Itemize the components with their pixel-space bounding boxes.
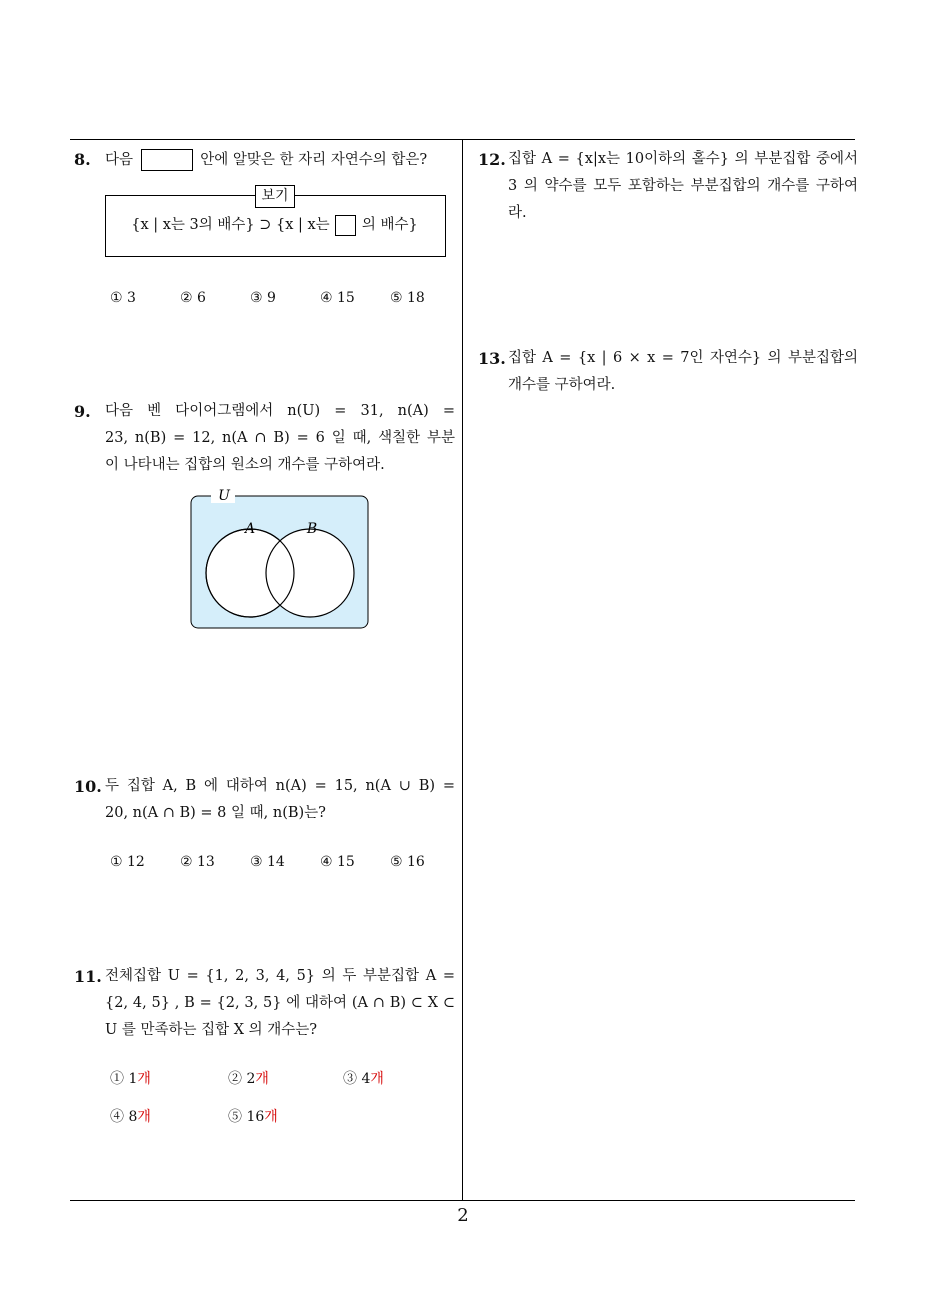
venn-diagram	[190, 485, 370, 631]
question-number: 8.	[74, 150, 91, 169]
q12-line-2: 3 의 약수를 모두 포함하는 부분집합의 개수를 구하여	[508, 178, 858, 194]
choice-4: ④ 15	[320, 854, 355, 870]
bogi-content	[105, 213, 444, 236]
choice-unit: 개	[137, 1071, 151, 1087]
set-b-label: B	[306, 521, 318, 537]
choice-5: ⑤ 18	[390, 290, 425, 306]
q8-text-after: 안에 알맞은 한 자리 자연수의 합은?	[200, 152, 428, 168]
bogi-part2: 의 배수}	[361, 217, 418, 233]
q12-line-3: 라.	[508, 205, 527, 221]
column-divider	[462, 139, 463, 1201]
answer-blank	[141, 149, 193, 171]
page-number: 2	[457, 1205, 469, 1226]
choice-unit: 개	[255, 1071, 269, 1087]
choice-number: ④ 8	[110, 1109, 138, 1125]
choice-number: ③ 4	[343, 1071, 371, 1087]
question-number: 12.	[478, 150, 506, 169]
q10-line-2: 20, n(A ∩ B) = 8 일 때, n(B)는?	[105, 805, 326, 821]
question-text	[105, 398, 455, 479]
choice-4: ④ 15	[320, 290, 355, 306]
question-number: 10.	[74, 777, 102, 796]
choice-5	[228, 1106, 278, 1126]
question-text	[105, 773, 455, 827]
bottom-rule	[70, 1200, 855, 1201]
q10-line-1: 두 집합 A, B 에 대하여 n(A) = 15, n(A ∪ B) =	[105, 778, 455, 794]
choice-2: ② 6	[180, 290, 206, 306]
choice-unit: 개	[370, 1071, 384, 1087]
choice-number: ⑤ 16	[228, 1109, 265, 1125]
choice-3: ③ 9	[250, 290, 276, 306]
choice-1: ① 12	[110, 854, 145, 870]
choice-2: ② 13	[180, 854, 215, 870]
choice-unit: 개	[137, 1109, 151, 1125]
question-number: 9.	[74, 402, 91, 421]
q11-line-1: 전체집합 U = {1, 2, 3, 4, 5} 의 두 부분집합 A =	[105, 968, 455, 984]
q12-line-1: 집합 A = {x|x는 10이하의 홀수} 의 부분집합 중에서	[508, 151, 858, 167]
question-text	[508, 146, 858, 227]
question-number: 13.	[478, 349, 506, 368]
bogi-blank	[335, 215, 356, 236]
q13-line-1: 집합 A = {x | 6 × x = 7인 자연수} 의 부분집합의	[508, 350, 858, 366]
choice-1: ① 3	[110, 290, 136, 306]
bogi-label: 보기	[255, 185, 295, 208]
question-text	[508, 345, 858, 399]
choice-3	[343, 1068, 384, 1088]
set-b-circle	[266, 529, 354, 617]
question-text	[105, 147, 427, 174]
choice-unit: 개	[264, 1109, 278, 1125]
choice-number: ① 1	[110, 1071, 138, 1087]
choice-5: ⑤ 16	[390, 854, 425, 870]
choice-3: ③ 14	[250, 854, 285, 870]
q8-text-before: 다음	[105, 152, 134, 168]
question-number: 11.	[74, 967, 102, 986]
q9-line-3: 이 나타내는 집합의 원소의 개수를 구하여라.	[105, 457, 385, 473]
q11-line-2: {2, 4, 5} , B = {2, 3, 5} 에 대하여 (A ∩ B) ⊂ X ⊂	[105, 995, 455, 1011]
set-a-label: A	[244, 521, 256, 537]
choice-4	[110, 1106, 151, 1126]
choice-number: ② 2	[228, 1071, 256, 1087]
q9-line-1: 다음 벤 다이어그램에서 n(U) = 31, n(A) =	[105, 403, 455, 419]
q11-line-3: U 를 만족하는 집합 X 의 개수는?	[105, 1022, 318, 1038]
universe-label: U	[218, 488, 230, 504]
choice-2	[228, 1068, 269, 1088]
question-text	[105, 963, 455, 1044]
q9-line-2: 23, n(B) = 12, n(A ∩ B) = 6 일 때, 색칠한 부분	[105, 430, 455, 446]
q13-line-2: 개수를 구하여라.	[508, 377, 616, 393]
choice-1	[110, 1068, 151, 1088]
bogi-part1: {x | x는 3의 배수} ⊃ {x | x는	[131, 217, 330, 233]
